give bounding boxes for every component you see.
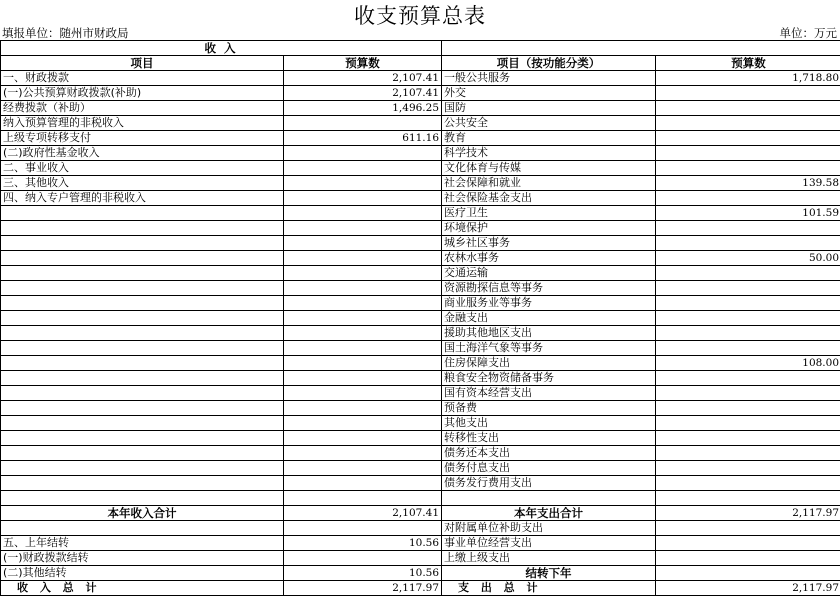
expense-value-cell: 139.58	[656, 176, 840, 191]
table-row	[1, 431, 840, 446]
expense-item-cell: 预备费	[442, 401, 656, 416]
budget-table	[0, 40, 840, 596]
income-item-cell	[1, 521, 284, 536]
expense-value-cell	[656, 311, 840, 326]
income-group-header: 收 入	[1, 41, 442, 56]
expense-value-cell	[656, 491, 840, 506]
income-value-cell	[284, 551, 442, 566]
income-value-cell: 10.56	[284, 536, 442, 551]
column-header-row	[1, 56, 840, 71]
table-row	[1, 71, 840, 86]
income-value-cell	[284, 176, 442, 191]
income-item-header: 项目	[1, 56, 284, 71]
income-item-cell: 五、上年结转	[1, 536, 284, 551]
income-item-cell	[1, 416, 284, 431]
table-row	[1, 131, 840, 146]
income-value-cell	[284, 326, 442, 341]
income-value-cell	[284, 431, 442, 446]
income-item-cell: 纳入预算管理的非税收入	[1, 116, 284, 131]
expense-item-cell: 结转下年	[442, 566, 656, 581]
table-row	[1, 551, 840, 566]
expense-value-cell	[656, 236, 840, 251]
expense-item-cell: 国防	[442, 101, 656, 116]
table-row	[1, 416, 840, 431]
expense-item-cell: 城乡社区事务	[442, 236, 656, 251]
currency-unit: 单位：万元	[779, 26, 837, 40]
expense-item-cell: 公共安全	[442, 116, 656, 131]
income-value-cell: 10.56	[284, 566, 442, 581]
grand-total-row	[1, 581, 840, 596]
income-item-cell	[1, 386, 284, 401]
income-value-cell	[284, 356, 442, 371]
expense-value-cell	[656, 221, 840, 236]
income-value-cell	[284, 386, 442, 401]
table-row	[1, 266, 840, 281]
expense-item-cell: 社会保险基金支出	[442, 191, 656, 206]
expense-value-cell	[656, 191, 840, 206]
grand-expense-total-value: 2,117.97	[656, 581, 840, 596]
expense-item-cell: 转移性支出	[442, 431, 656, 446]
expense-item-cell: 国土海洋气象等事务	[442, 341, 656, 356]
income-item-cell	[1, 461, 284, 476]
income-value-cell	[284, 401, 442, 416]
expense-item-cell: 外交	[442, 86, 656, 101]
grand-income-total-value: 2,117.97	[284, 581, 442, 596]
expense-item-cell: 粮食安全物资储备事务	[442, 371, 656, 386]
income-item-cell: (二)政府性基金收入	[1, 146, 284, 161]
income-item-cell	[1, 371, 284, 386]
table-row	[1, 116, 840, 131]
table-row	[1, 326, 840, 341]
year-expense-total-label: 本年支出合计	[442, 506, 656, 521]
expense-value-cell: 101.59	[656, 206, 840, 221]
income-item-cell: 一、财政拨款	[1, 71, 284, 86]
income-item-cell	[1, 206, 284, 221]
table-row	[1, 476, 840, 491]
expense-item-cell: 国有资本经营支出	[442, 386, 656, 401]
expense-item-cell: 文化体育与传媒	[442, 161, 656, 176]
expense-value-cell: 50.00	[656, 251, 840, 266]
income-value-cell	[284, 161, 442, 176]
income-value-cell	[284, 251, 442, 266]
expense-item-cell: 教育	[442, 131, 656, 146]
expense-value-cell	[656, 446, 840, 461]
expense-item-header: 项目（按功能分类）	[442, 56, 656, 71]
expense-item-cell: 上缴上级支出	[442, 551, 656, 566]
table-row	[1, 536, 840, 551]
table-row	[1, 341, 840, 356]
expense-value-cell	[656, 401, 840, 416]
table-row	[1, 371, 840, 386]
expense-item-cell: 住房保障支出	[442, 356, 656, 371]
income-item-cell	[1, 341, 284, 356]
expense-item-cell: 交通运输	[442, 266, 656, 281]
expense-value-cell	[656, 146, 840, 161]
year-income-total-label: 本年收入合计	[1, 506, 284, 521]
income-value-cell	[284, 296, 442, 311]
expense-value-cell	[656, 431, 840, 446]
income-value-cell	[284, 491, 442, 506]
expense-value-cell	[656, 161, 840, 176]
income-value-cell	[284, 416, 442, 431]
income-item-cell: (一)公共预算财政拨款(补助)	[1, 86, 284, 101]
grand-income-total-label: 收 入 总 计	[1, 581, 284, 596]
income-value-cell	[284, 191, 442, 206]
income-item-cell	[1, 221, 284, 236]
table-row	[1, 461, 840, 476]
income-item-cell	[1, 401, 284, 416]
income-value-cell	[284, 461, 442, 476]
expense-item-cell: 医疗卫生	[442, 206, 656, 221]
table-row	[1, 296, 840, 311]
expense-item-cell: 其他支出	[442, 416, 656, 431]
expense-value-cell	[656, 116, 840, 131]
expense-value-cell	[656, 551, 840, 566]
income-item-cell	[1, 446, 284, 461]
expense-value-cell	[656, 386, 840, 401]
table-row	[1, 311, 840, 326]
expense-item-cell: 资源勘探信息等事务	[442, 281, 656, 296]
income-value-cell	[284, 311, 442, 326]
year-total-row	[1, 506, 840, 521]
expense-item-cell: 社会保障和就业	[442, 176, 656, 191]
expense-value-cell	[656, 521, 840, 536]
income-item-cell: 经费拨款（补助）	[1, 101, 284, 116]
income-value-cell	[284, 116, 442, 131]
expense-value-cell	[656, 536, 840, 551]
income-value-cell	[284, 341, 442, 356]
table-row	[1, 491, 840, 506]
page-title: 收支预算总表	[354, 4, 486, 28]
table-row	[1, 206, 840, 221]
expense-value-cell: 1,718.80	[656, 71, 840, 86]
income-value-cell: 611.16	[284, 131, 442, 146]
expense-item-cell: 债务付息支出	[442, 461, 656, 476]
income-item-cell	[1, 266, 284, 281]
expense-value-cell	[656, 86, 840, 101]
income-item-cell	[1, 326, 284, 341]
expense-value-cell	[656, 131, 840, 146]
income-item-cell	[1, 236, 284, 251]
expense-item-cell: 一般公共服务	[442, 71, 656, 86]
income-item-cell	[1, 296, 284, 311]
income-budget-header: 预算数	[284, 56, 442, 71]
income-item-cell: 四、纳入专户管理的非税收入	[1, 191, 284, 206]
table-row	[1, 356, 840, 371]
expense-item-cell: 科学技术	[442, 146, 656, 161]
income-item-cell	[1, 356, 284, 371]
expense-value-cell	[656, 371, 840, 386]
expense-value-cell	[656, 566, 840, 581]
income-item-cell: 二、事业收入	[1, 161, 284, 176]
income-item-cell: 上级专项转移支付	[1, 131, 284, 146]
expense-item-cell: 金融支出	[442, 311, 656, 326]
expense-item-cell: 事业单位经营支出	[442, 536, 656, 551]
reporting-unit: 填报单位：随州市财政局	[2, 26, 129, 40]
expense-item-cell: 债务发行费用支出	[442, 476, 656, 491]
table-row	[1, 281, 840, 296]
grand-expense-total-label: 支 出 总 计	[442, 581, 656, 596]
income-value-cell	[284, 521, 442, 536]
income-value-cell: 2,107.41	[284, 71, 442, 86]
expense-value-cell	[656, 101, 840, 116]
income-item-cell	[1, 311, 284, 326]
table-row	[1, 86, 840, 101]
income-value-cell	[284, 476, 442, 491]
table-row	[1, 236, 840, 251]
expense-value-cell	[656, 296, 840, 311]
income-value-cell	[284, 146, 442, 161]
table-row	[1, 161, 840, 176]
expense-group-header	[442, 41, 840, 56]
income-item-cell	[1, 251, 284, 266]
expense-item-cell: 援助其他地区支出	[442, 326, 656, 341]
expense-value-cell	[656, 341, 840, 356]
table-row	[1, 146, 840, 161]
expense-item-cell: 债务还本支出	[442, 446, 656, 461]
expense-item-cell: 农林水事务	[442, 251, 656, 266]
income-item-cell	[1, 476, 284, 491]
income-value-cell	[284, 206, 442, 221]
income-value-cell	[284, 266, 442, 281]
income-value-cell	[284, 221, 442, 236]
table-row	[1, 221, 840, 236]
table-row	[1, 521, 840, 536]
expense-value-cell	[656, 416, 840, 431]
table-row	[1, 446, 840, 461]
income-value-cell	[284, 281, 442, 296]
expense-value-cell	[656, 461, 840, 476]
expense-value-cell: 108.00	[656, 356, 840, 371]
year-income-total-value: 2,107.41	[284, 506, 442, 521]
expense-value-cell	[656, 281, 840, 296]
income-item-cell: (一)财政拨款结转	[1, 551, 284, 566]
table-row	[1, 401, 840, 416]
income-value-cell	[284, 236, 442, 251]
income-item-cell: 三、其他收入	[1, 176, 284, 191]
expense-value-cell	[656, 266, 840, 281]
table-row	[1, 176, 840, 191]
table-row	[1, 386, 840, 401]
table-row	[1, 191, 840, 206]
income-value-cell: 2,107.41	[284, 86, 442, 101]
expense-item-cell: 商业服务业等事务	[442, 296, 656, 311]
expense-item-cell: 对附属单位补助支出	[442, 521, 656, 536]
income-item-cell	[1, 281, 284, 296]
income-value-cell: 1,496.25	[284, 101, 442, 116]
table-row	[1, 566, 840, 581]
table-row	[1, 101, 840, 116]
income-value-cell	[284, 446, 442, 461]
expense-value-cell	[656, 326, 840, 341]
year-expense-total-value: 2,117.97	[656, 506, 840, 521]
income-item-cell: (二)其他结转	[1, 566, 284, 581]
income-value-cell	[284, 371, 442, 386]
table-row	[1, 251, 840, 266]
expense-item-cell: 环境保护	[442, 221, 656, 236]
expense-item-cell	[442, 491, 656, 506]
income-item-cell	[1, 491, 284, 506]
income-item-cell	[1, 431, 284, 446]
group-header-row	[1, 41, 840, 56]
expense-budget-header: 预算数	[656, 56, 840, 71]
expense-value-cell	[656, 476, 840, 491]
